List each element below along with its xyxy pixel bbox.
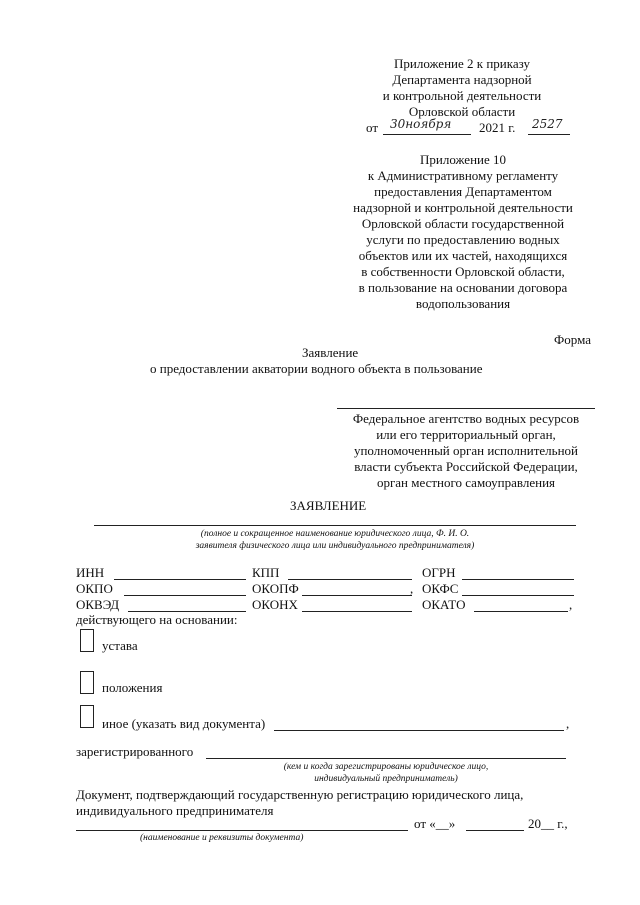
ogrn-mid-comma: , — [410, 581, 414, 596]
okonh-label: ОКОНХ — [252, 597, 298, 612]
order-number-handwritten: 2527 — [532, 117, 563, 131]
option-label-polozhenie: положения — [102, 680, 163, 695]
order-line: Приложение 2 к приказу — [393, 56, 530, 71]
registered-hint — [206, 761, 566, 785]
appendix-line: Приложение 10 — [419, 152, 507, 167]
appendix-line: Орловской области государственной — [361, 216, 565, 231]
document-date-ot: от «__» — [414, 816, 456, 831]
okato-label: ОКАТО — [422, 597, 466, 612]
order-line: и контрольной деятельности — [382, 88, 542, 103]
option-checkbox-ustav[interactable] — [80, 634, 94, 651]
document-line-2: индивидуального предпринимателя — [76, 803, 274, 818]
appendix-line: водопользования — [415, 296, 511, 311]
document-month-field[interactable] — [466, 830, 524, 831]
inn-field[interactable] — [114, 579, 246, 580]
recipient-block — [337, 411, 595, 491]
recipient-line — [337, 408, 595, 409]
recipient-text: уполномоченный орган исполнительной — [353, 443, 579, 458]
order-date-line — [383, 134, 471, 135]
okato-comma: , — [569, 597, 573, 612]
applicant-hint-line: заявителя физического лица или индивидуального предпринимателя) — [195, 541, 475, 551]
okved-label: ОКВЭД — [76, 597, 120, 612]
appendix-line: надзорной и контрольной деятельности — [353, 200, 573, 215]
okpo-label: ОКПО — [76, 581, 113, 596]
zayavlenie-heading: ЗАЯВЛЕНИЕ — [290, 498, 367, 513]
appendix-line: услуги по предоставлению водных — [366, 232, 560, 247]
okonh-field[interactable] — [302, 611, 412, 612]
recipient-text: власти субъекта Российской Федерации, — [354, 459, 578, 474]
option-label-inoe: иное (указать вид документа) — [102, 716, 266, 731]
document-year: 20__ г., — [528, 816, 568, 831]
applicant-hint — [94, 528, 576, 552]
okfs-field[interactable] — [462, 595, 574, 596]
okopf-field[interactable] — [302, 595, 412, 596]
title-line-1: Заявление — [302, 345, 359, 360]
order-line: Департамента надзорной — [392, 72, 532, 87]
document-hint: (наименование и реквизиты документа) — [140, 833, 304, 843]
basis-label: действующего на основании: — [76, 612, 238, 627]
registered-field[interactable] — [206, 758, 566, 759]
option-checkbox-inoe[interactable] — [80, 710, 94, 727]
option-label-ustav: устава — [102, 638, 138, 653]
document-line-1: Документ, подтверждающий государственную регистрацию юридического лица, — [76, 787, 524, 802]
option-checkbox-polozhenie[interactable] — [80, 676, 94, 693]
okfs-label: ОКФС — [422, 581, 459, 596]
order-number-line — [528, 134, 570, 135]
appendix-line: в собственности Орловской области, — [361, 264, 565, 279]
applicant-name-line[interactable] — [94, 525, 576, 526]
other-document-comma: , — [566, 716, 570, 731]
form-label: Форма — [554, 332, 591, 347]
appendix-line: в пользование на основании договора — [358, 280, 568, 295]
appendix-line: объектов или их частей, находящихся — [358, 248, 568, 263]
document-field[interactable] — [76, 830, 408, 831]
kpp-label: КПП — [252, 565, 280, 580]
applicant-hint-line: (полное и сокращенное наименование юридического лица, Ф. И. О. — [200, 529, 470, 539]
recipient-text: или его территориальный орган, — [376, 427, 556, 442]
okopf-label: ОКОПФ — [252, 581, 299, 596]
okato-field[interactable] — [474, 611, 568, 612]
registered-label: зарегистрированного — [76, 744, 194, 759]
appendix-line: предоставления Департаментом — [374, 184, 552, 199]
title-line-2: о предоставлении акватории водного объекта в пользование — [150, 361, 483, 376]
okpo-field[interactable] — [124, 595, 246, 596]
order-date-prefix: от — [366, 120, 379, 135]
ogrn-label: ОГРН — [422, 565, 456, 580]
appendix-line: к Административному регламенту — [367, 168, 559, 183]
order-date-handwritten: 30ноября — [390, 117, 452, 131]
order-block — [352, 56, 572, 120]
inn-label: ИНН — [76, 565, 105, 580]
recipient-text: орган местного самоуправления — [376, 475, 556, 490]
recipient-text: Федеральное агентство водных ресурсов — [352, 411, 580, 426]
registered-hint-line: (кем и когда зарегистрированы юридическое лицо, — [283, 762, 489, 772]
order-year: 2021 г. — [479, 120, 516, 135]
registered-hint-line: индивидуальный предприниматель) — [314, 774, 458, 784]
other-document-field[interactable] — [274, 730, 564, 731]
appendix-block — [330, 152, 596, 312]
order-line: Орловской области — [408, 104, 516, 119]
ogrn-field[interactable] — [462, 579, 574, 580]
kpp-field[interactable] — [288, 579, 412, 580]
